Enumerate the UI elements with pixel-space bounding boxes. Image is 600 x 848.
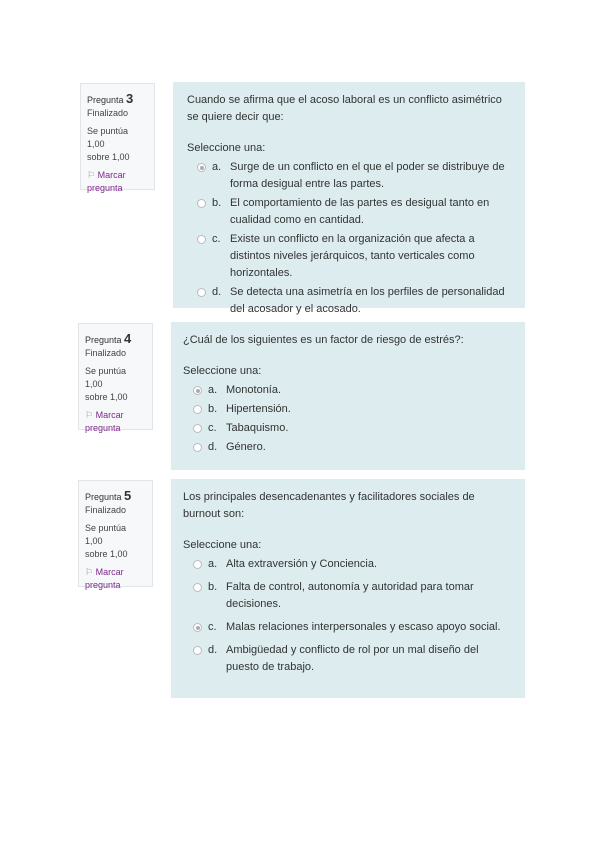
answer-option[interactable]: b. Hipertensión. bbox=[183, 401, 513, 418]
answer-option[interactable]: c. Existe un conflicto en la organización que afecta a distintos niveles jerárquicos, tanto verticales como horizontales. bbox=[187, 231, 513, 282]
answer-option[interactable]: a. Alta extraversión y Conciencia. bbox=[183, 556, 513, 573]
answer-option[interactable]: d. Género. bbox=[183, 439, 513, 456]
answer-option[interactable]: b. Falta de control, autonomía y autoridad para tomar decisiones. bbox=[183, 579, 513, 613]
question-content bbox=[171, 479, 525, 698]
question-number: Pregunta 5 bbox=[85, 488, 132, 503]
flag-icon: ⚐ bbox=[85, 567, 94, 577]
radio-button[interactable] bbox=[193, 405, 202, 414]
radio-button[interactable] bbox=[193, 623, 202, 632]
flag-question-link[interactable]: ⚐ Marcar pregunta bbox=[85, 567, 124, 590]
question-status: Finalizado bbox=[85, 505, 127, 515]
question-text: Cuando se afirma que el acoso laboral es un conflicto asimétrico se quiere decir que: bbox=[187, 94, 502, 123]
flag-question-link[interactable]: ⚐ Marcar pregunta bbox=[87, 170, 126, 193]
question-content bbox=[171, 322, 525, 470]
question-info bbox=[80, 83, 155, 193]
radio-button[interactable] bbox=[193, 424, 202, 433]
question-grade: Se puntúa 1,00 sobre 1,00 bbox=[85, 523, 128, 559]
question-info bbox=[78, 323, 153, 433]
radio-button[interactable] bbox=[193, 646, 202, 655]
question-content bbox=[173, 82, 525, 315]
radio-button[interactable] bbox=[193, 583, 202, 592]
radio-button[interactable] bbox=[197, 163, 206, 172]
answer-option[interactable]: b. El comportamiento de las partes es desigual tanto en cualidad como en cantidad. bbox=[187, 195, 513, 229]
radio-button[interactable] bbox=[193, 443, 202, 452]
flag-question-link[interactable]: ⚐ Marcar pregunta bbox=[85, 410, 124, 433]
question-number: Pregunta 4 bbox=[85, 331, 132, 346]
select-prompt: Seleccione una: bbox=[187, 142, 266, 154]
answer-option[interactable]: a. Surge de un conflicto en el que el poder se distribuye de forma desigual entre las partes. bbox=[187, 159, 513, 193]
answer-option[interactable]: c. Tabaquismo. bbox=[183, 420, 513, 437]
answer-option[interactable]: d. Ambigüedad y conflicto de rol por un mal diseño del puesto de trabajo. bbox=[183, 642, 513, 676]
question-info bbox=[78, 480, 153, 590]
question-number: Pregunta 3 bbox=[87, 91, 134, 106]
radio-button[interactable] bbox=[197, 235, 206, 244]
radio-button[interactable] bbox=[193, 386, 202, 395]
answer-option[interactable]: d. Se detecta una asimetría en los perfiles de personalidad del acosador y el acosado. bbox=[187, 284, 513, 318]
question-text: ¿Cuál de los siguientes es un factor de riesgo de estrés?: bbox=[183, 334, 464, 346]
answer-option[interactable]: c. Malas relaciones interpersonales y escaso apoyo social. bbox=[183, 619, 513, 636]
question-grade: Se puntúa 1,00 sobre 1,00 bbox=[85, 366, 128, 402]
radio-button[interactable] bbox=[193, 560, 202, 569]
question-grade: Se puntúa 1,00 sobre 1,00 bbox=[87, 126, 130, 162]
select-prompt: Seleccione una: bbox=[183, 539, 262, 551]
question-status: Finalizado bbox=[87, 108, 129, 118]
question-status: Finalizado bbox=[85, 348, 127, 358]
select-prompt: Seleccione una: bbox=[183, 365, 262, 377]
question-text: Los principales desencadenantes y facilitadores sociales de burnout son: bbox=[183, 491, 475, 520]
answer-option[interactable]: a. Monotonía. bbox=[183, 382, 513, 399]
flag-icon: ⚐ bbox=[85, 410, 94, 420]
flag-icon: ⚐ bbox=[87, 170, 96, 180]
radio-button[interactable] bbox=[197, 288, 206, 297]
radio-button[interactable] bbox=[197, 199, 206, 208]
